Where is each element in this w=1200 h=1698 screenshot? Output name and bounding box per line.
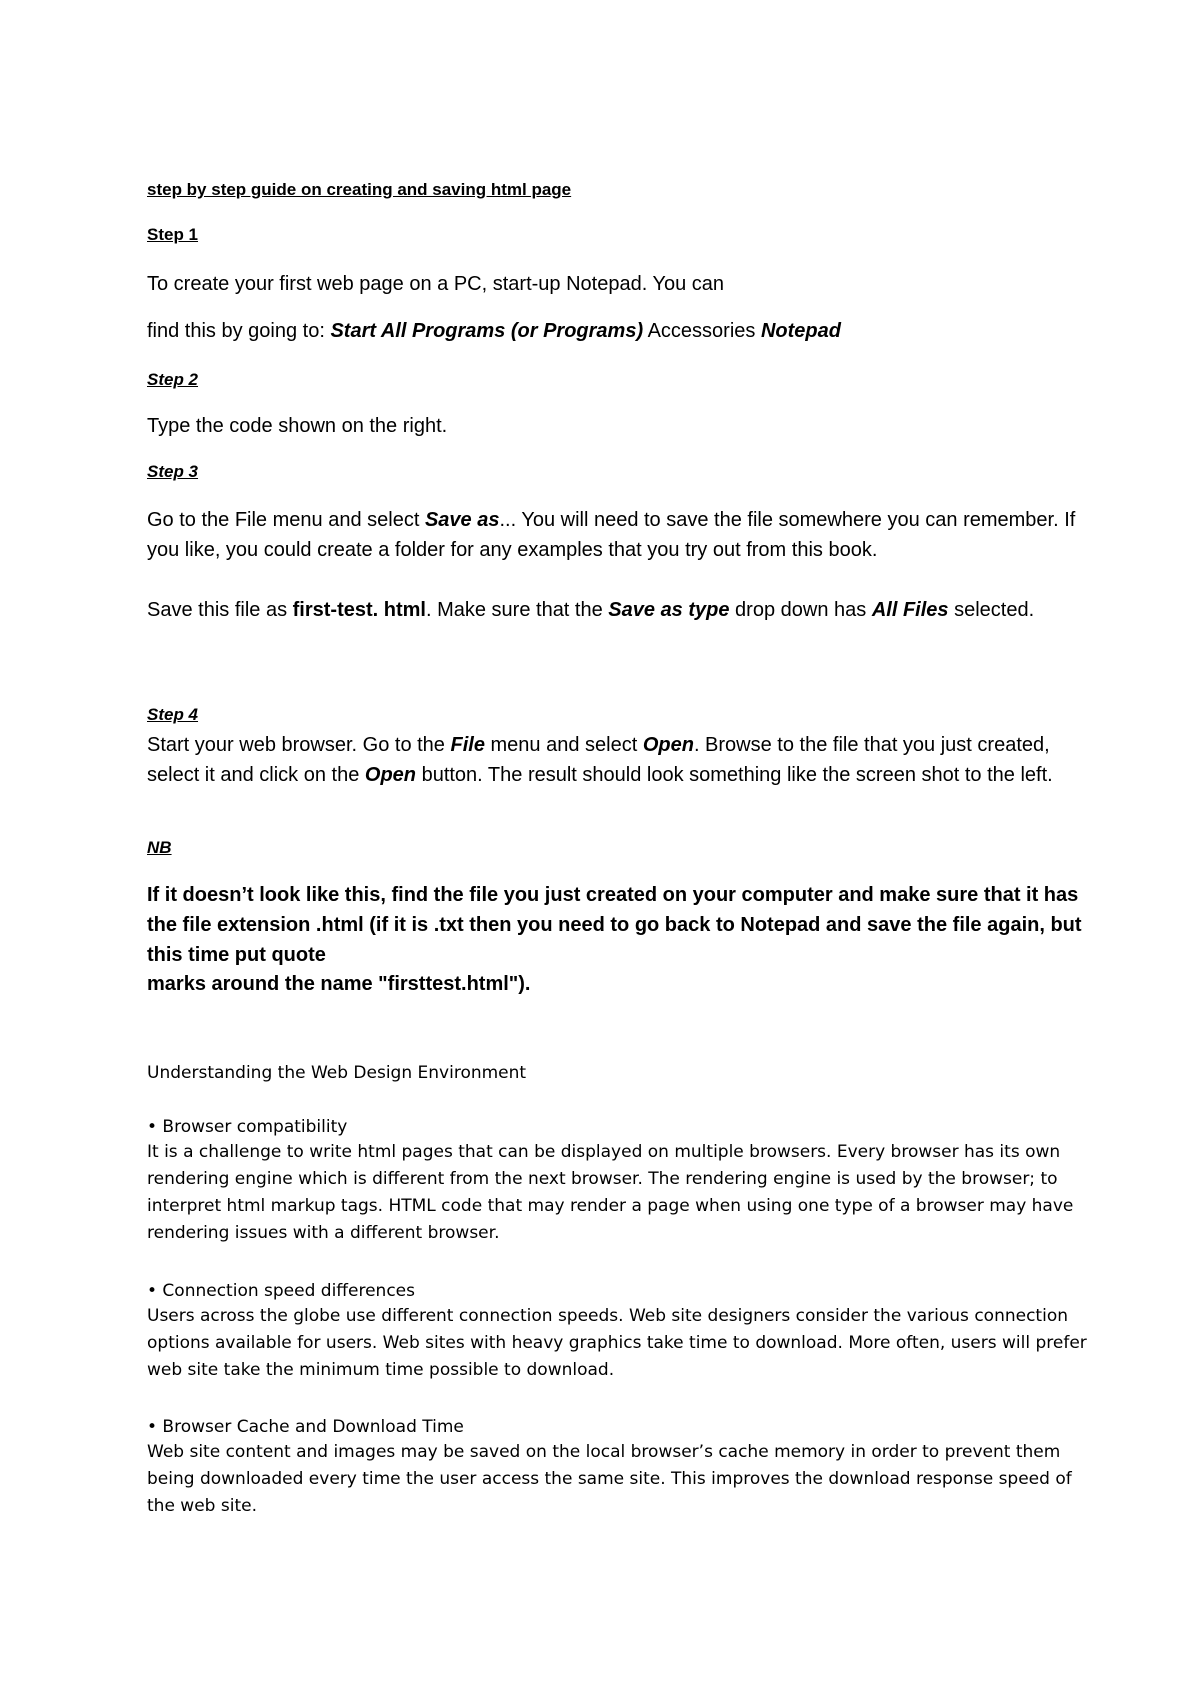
step1-line2-prefix: find this by going to: (147, 320, 331, 342)
step3-all-files: All Files (871, 599, 949, 621)
step3-p2-c: . Make sure that the (425, 599, 609, 621)
step3-p2-e: drop down has (729, 599, 872, 621)
step4-c: menu and select (484, 734, 643, 756)
step1-line2-mid: Accessories (643, 320, 761, 342)
section-heading: • Browser compatibility (147, 1117, 348, 1137)
step1-line1: To create your first web page on a PC, start-up Notepad. You can (147, 273, 725, 295)
step1-line2 (147, 320, 841, 343)
step3-p2-g: selected. (948, 599, 1035, 621)
document-title: step by step guide on creating and saving html page (147, 180, 572, 199)
step3-filename: first-test. html (292, 599, 426, 621)
step4-paragraph (147, 730, 1087, 790)
step1-heading: Step 1 (147, 225, 199, 244)
section-body: It is a challenge to write html pages that can be displayed on multiple browsers. Every browser has its own rendering engine which is different from the next browser. The rendering engine is used by the browser; to interpret html markup tags. HTML code that may render a page when using one type of a browser may have rendering issues with a different browser. (147, 1142, 1074, 1243)
step4-e: . Browse to the file that you just created, select it and click on the (147, 734, 1050, 786)
step2-text: Type the code shown on the right. (147, 415, 448, 437)
env-title: Understanding the Web Design Environment (147, 1063, 527, 1083)
step4-g: button. The result should look something like the screen shot to the left. (416, 764, 1053, 786)
step4-open-button: Open (364, 764, 417, 786)
step3-paragraph2 (147, 595, 1087, 625)
step3-p1-a: Go to the File menu and select (147, 509, 425, 531)
nb-paragraph2: marks around the name "firsttest.html"). (147, 973, 531, 995)
step3-p1-c: ... You will need to save the file somewhere you can remember. If you like, you could create a folder for any examples that you try out from this book. (147, 509, 1076, 561)
section-heading: • Browser Cache and Download Time (147, 1417, 464, 1437)
section-heading: • Connection speed differences (147, 1281, 415, 1301)
step4-a: Start your web browser. Go to the (147, 734, 451, 756)
section-body: Web site content and images may be saved on the local browser’s cache memory in order to prevent them being downloaded every time the user access the same site. This improves the download response speed of the web site. (147, 1442, 1072, 1516)
step1-start-programs: Start All Programs (or Programs) (330, 320, 644, 342)
step3-p2-a: Save this file as (147, 599, 293, 621)
step3-save-as-type: Save as type (608, 599, 730, 621)
step2-heading: Step 2 (147, 370, 199, 389)
nb-paragraph1: If it doesn’t look like this, find the file you just created on your computer and make sure that it has the file extension .html (if it is .txt then you need to go back to Notepad and save the file again, but this time put quote (147, 884, 1082, 966)
step3-heading: Step 3 (147, 462, 199, 481)
step4-heading: Step 4 (147, 705, 199, 724)
step4-open: Open (642, 734, 694, 756)
step3-paragraph1 (147, 505, 1087, 565)
section-body: Users across the globe use different connection speeds. Web site designers consider the various connection options available for users. Web sites with heavy graphics take time to download. More often, users will prefer web site take the minimum time possible to download. (147, 1306, 1087, 1380)
step4-file: File (450, 734, 485, 756)
step1-notepad: Notepad (760, 320, 841, 342)
step3-save-as: Save as (424, 509, 500, 531)
nb-heading: NB (147, 838, 172, 857)
